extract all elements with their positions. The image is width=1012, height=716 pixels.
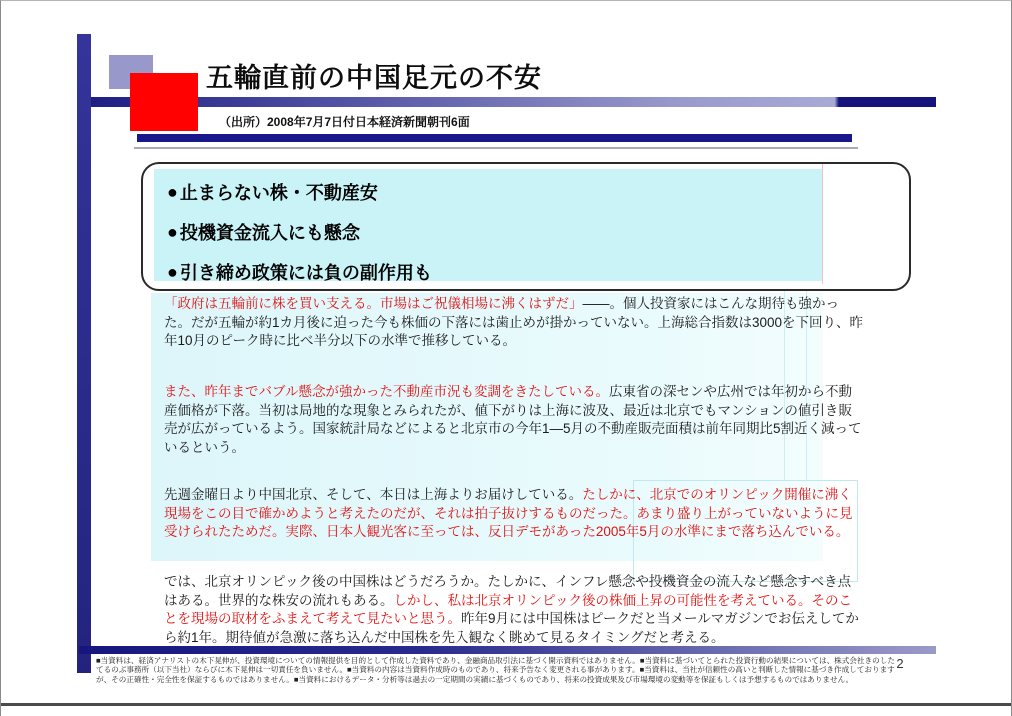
paragraph-1 xyxy=(164,295,864,351)
paragraph-2 xyxy=(164,383,864,457)
bullet-marker-icon: ● xyxy=(167,181,178,202)
text-run: 「政府は五輪前に株を買い支える。市場はご祝儀相場に沸くはずだ」 xyxy=(164,296,583,311)
key-points-list xyxy=(167,172,807,292)
key-point-label: 止まらない株・不動産安 xyxy=(179,183,378,203)
page-bottom-border xyxy=(1,703,1012,706)
page-number: 2 xyxy=(896,656,904,671)
guide-line-pink xyxy=(822,164,823,284)
disclaimer-text xyxy=(96,656,895,684)
red-square-decoration xyxy=(130,73,198,131)
text-run: また、昨年までバブル懸念が強かった不動産市況も変調をきたしている。 xyxy=(164,384,609,399)
source-caption: （出所）2008年7月7日付日本経済新聞朝刊6面 xyxy=(219,115,470,129)
text-run: ——。個人投資家にはこんな期待も強かった。だが五輪が約1カ月後に迫った今も株価の下落には歯止めが掛かっていない。上海総合指数は3000を下回り、昨年10月のピーク時に比べ半分以下の水準で推移している。 xyxy=(164,296,864,348)
bullet-marker-icon: ● xyxy=(167,221,178,242)
key-point-label: 引き締め政策には負の副作用も xyxy=(179,263,432,283)
left-accent-bar xyxy=(77,34,91,673)
text-run: 先週金曜日より中国北京、そして、本日は上海よりお届けしている。 xyxy=(164,487,583,502)
text-run: では、北京オリンピック後の中国株はどうだろうか。たしかに、インフレ懸念や投機資金の流入など懸念すべき点はある。世界的な株安の流れもある。 xyxy=(164,574,852,608)
text-run: 昨年9月には中国株はピークだと当メールマガジンでお伝えしてから約1年。期待値が急激に落ち込んだ中国株を先入観なく眺めて見るタイミングだと考える。 xyxy=(164,611,859,645)
text-run: たしかに、北京でのオリンピック開催に沸く現場をこの目で確かめようと考えたのだが、それは拍子抜けするものだった。あまり盛り上がっていないように見受けられたためだ。実際、日本人観光客に至っては、反日デモがあった2005年5月の水準にまで落ち込んでいる。 xyxy=(164,487,853,539)
key-point-label: 投機資金流入にも懸念 xyxy=(179,223,360,243)
text-run: しかし、私は北京オリンピック後の株価上昇の可能性を考えている。そのことを現場の取材をふまえて考えて見たいと思う。 xyxy=(164,592,852,626)
title-underline-gradient-bar xyxy=(91,97,936,107)
paragraph-3 xyxy=(164,486,864,542)
page-title: 五輪直前の中国足元の不安 xyxy=(206,63,542,93)
paragraph-4 xyxy=(164,573,864,647)
key-point-item xyxy=(167,212,807,252)
disclaimer-line: が、その正確性・完全性を保証するものではありません。■当資料におけるデータ・分析等は過去の一定期間の実績に基づくものであり、将来の投資成果及び市場環境の変動等を保証もしくは予想するものではありません。 xyxy=(96,674,854,684)
bullet-marker-icon: ● xyxy=(167,261,178,282)
text-run: 広東省の深センや広州では年初から不動産価格が下落。当初は局地的な現象とみられたが、値下がりは上海に波及、最近は北京でもマンションの値引き販売が広がっているよう。国家統計局などによると北京市の今年1—5月の不動産販売面積は前年同期比5割近く減っているという。 xyxy=(164,384,862,455)
key-point-item xyxy=(167,172,807,212)
divider-bar-navy xyxy=(137,134,852,142)
disclaimer-line: てるのぶ事務所（以下当社）ならびに木下晃伸は一切責任を負いません。■当資料の内容は当資料作成時のものであり、将来予告なく変更される事があります。■当資料は、当社が信頼性の高いと判断した情報に基づき作成しております xyxy=(96,665,895,675)
divider-line-gray xyxy=(134,147,858,149)
footer-divider-bar xyxy=(79,646,936,654)
disclaimer-line: ■当資料は、経済アナリストの木下晃伸が、投資環境についての情報提供を目的として作成した資料であり、金融商品取引法に基づく開示資料ではありません。■当資料に基づいてとられた投資行動の結果については、株式会社きのした xyxy=(96,656,895,665)
key-point-item xyxy=(167,252,807,292)
